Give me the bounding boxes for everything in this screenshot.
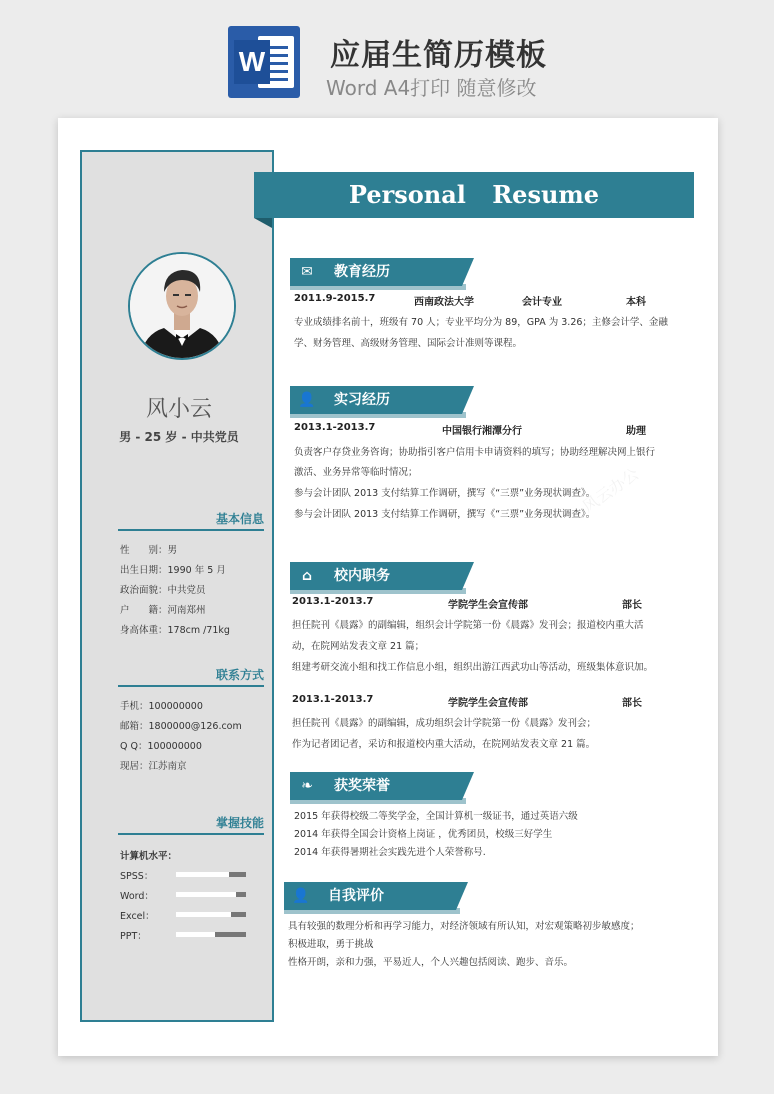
candidate-meta: 男 - 25 岁 - 中共党员 bbox=[119, 430, 239, 444]
education-school: 西南政法大学 bbox=[414, 297, 474, 308]
education-major: 会计专业 bbox=[522, 297, 562, 308]
sidebar bbox=[80, 150, 274, 1022]
section-title: 获奖荣誉 bbox=[334, 778, 390, 794]
page-title: 应届生简历模板 bbox=[330, 38, 547, 73]
campus-period: 2013.1-2013.7 bbox=[292, 694, 374, 705]
award-line: 2014 年获得全国会计资格上岗证 ，优秀团员，校级三好学生 bbox=[294, 829, 553, 840]
contact-heading: 联系方式 bbox=[118, 666, 264, 687]
self-line: 具有较强的数理分析和再学习能力，对经济领域有所认知，对宏观策略初步敏感度； bbox=[288, 921, 640, 932]
campus-line: 担任院刊《晨露》的副编辑，成功组织会计学院第一份《晨露》发刊会； bbox=[292, 718, 597, 729]
internship-line: 负责客户存贷业务咨询；协助指引客户信用卡申请资料的填写；协助经理解决网上银行 bbox=[294, 447, 656, 458]
campus-line: 组建考研交流小组和找工作信息小组，组织出游江西武功山等活动，班级集体意识加。 bbox=[292, 662, 654, 673]
award-line: 2015 年获得校级二等奖学金，全国计算机一级证书，通过英语六级 bbox=[294, 811, 578, 822]
skill-bar bbox=[176, 892, 246, 897]
education-line: 专业成绩排名前十，班级有 70 人；专业平均分为 89，GPA 为 3.26；主修会计学、金融 bbox=[294, 317, 668, 328]
section-title: 校内职务 bbox=[334, 568, 390, 584]
section-internship bbox=[290, 386, 462, 414]
campus-org: 学院学生会宣传部 bbox=[448, 600, 528, 611]
resume-banner: Personal Resume bbox=[254, 172, 694, 218]
leaf-icon: ❧ bbox=[301, 778, 313, 794]
word-icon bbox=[228, 26, 300, 98]
education-degree: 本科 bbox=[626, 297, 646, 308]
banner-fold bbox=[254, 218, 272, 228]
campus-period: 2013.1-2013.7 bbox=[292, 596, 374, 607]
self-line: 性格开朗，亲和力强，平易近人，个人兴趣包括阅读、跑步、音乐。 bbox=[288, 957, 574, 968]
internship-period: 2013.1-2013.7 bbox=[294, 422, 376, 433]
campus-line: 作为记者团记者，采访和报道校内重大活动，在院网站发表文章 21 篇。 bbox=[292, 739, 596, 750]
watermark: 风云办公 bbox=[578, 464, 643, 517]
campus-role: 部长 bbox=[622, 600, 642, 611]
section-education bbox=[290, 258, 462, 286]
skill-label: SPSS： bbox=[120, 871, 154, 882]
basic-info-item: 身高体重：178cm /71kg bbox=[120, 625, 230, 636]
basic-info-item: 户 籍：河南郑州 bbox=[120, 605, 206, 616]
section-self bbox=[284, 882, 456, 910]
campus-line: 动，在院网站发表文章 21 篇； bbox=[292, 641, 425, 652]
campus-org: 学院学生会宣传部 bbox=[448, 698, 528, 709]
skill-bar bbox=[176, 872, 246, 877]
basic-info-item: 出生日期：1990 年 5 月 bbox=[120, 565, 226, 576]
envelope-icon: ✉ bbox=[301, 264, 313, 280]
campus-line: 担任院刊《晨露》的副编辑，组织会计学院第一份《晨露》发刊会；报道校内重大活 bbox=[292, 620, 644, 631]
contact-item: 手机：100000000 bbox=[120, 701, 203, 712]
skills-heading: 掌握技能 bbox=[118, 814, 264, 835]
section-campus bbox=[290, 562, 462, 590]
campus-role: 部长 bbox=[622, 698, 642, 709]
contact-item: Q Q：100000000 bbox=[120, 741, 202, 752]
skill-bar-fill bbox=[176, 872, 229, 877]
section-awards bbox=[290, 772, 462, 800]
page-subtitle: Word A4打印 随意修改 bbox=[326, 76, 537, 100]
skill-label: Word： bbox=[120, 891, 154, 902]
internship-line: 激活、业务异常等临时情况； bbox=[294, 467, 418, 478]
internship-line: 参与会计团队 2013 支付结算工作调研，撰写《“三票”业务现状调查》。 bbox=[294, 488, 596, 499]
skill-label: Excel： bbox=[120, 911, 155, 922]
resume-page bbox=[58, 118, 718, 1056]
education-line: 学、财务管理、高级财务管理、国际会计准则等课程。 bbox=[294, 338, 523, 349]
skill-bar bbox=[176, 932, 246, 937]
user-icon: 👤 bbox=[298, 392, 316, 408]
skills-subtitle: 计算机水平： bbox=[120, 851, 178, 862]
internship-role: 助理 bbox=[626, 426, 646, 437]
avatar bbox=[128, 252, 236, 360]
word-letter: W bbox=[234, 40, 270, 84]
basic-info-item: 政治面貌：中共党员 bbox=[120, 585, 206, 596]
basic-info-heading: 基本信息 bbox=[118, 510, 264, 531]
internship-line: 参与会计团队 2013 支付结算工作调研，撰写《“三票”业务现状调查》。 bbox=[294, 509, 596, 520]
skill-label: PPT： bbox=[120, 931, 147, 942]
skill-bar-fill bbox=[176, 892, 236, 897]
internship-company: 中国银行湘潭分行 bbox=[442, 426, 522, 437]
skill-bar-fill bbox=[176, 932, 215, 937]
section-title: 教育经历 bbox=[334, 264, 390, 280]
education-period: 2011.9-2015.7 bbox=[294, 293, 376, 304]
home-icon: ⌂ bbox=[301, 568, 313, 584]
person-icon: 👤 bbox=[292, 888, 310, 904]
skill-bar bbox=[176, 912, 246, 917]
portrait-image bbox=[130, 254, 234, 358]
basic-info-item: 性 别：男 bbox=[120, 545, 178, 556]
skill-bar-fill bbox=[176, 912, 231, 917]
self-line: 积极进取，勇于挑战 bbox=[288, 939, 374, 950]
award-line: 2014 年获得暑期社会实践先进个人荣誉称号. bbox=[294, 847, 486, 858]
section-title: 实习经历 bbox=[334, 392, 390, 408]
section-title: 自我评价 bbox=[328, 888, 384, 904]
candidate-name: 风小云 bbox=[145, 397, 212, 422]
contact-item: 邮箱：1800000@126.com bbox=[120, 721, 242, 732]
contact-item: 现居：江苏南京 bbox=[120, 761, 187, 772]
